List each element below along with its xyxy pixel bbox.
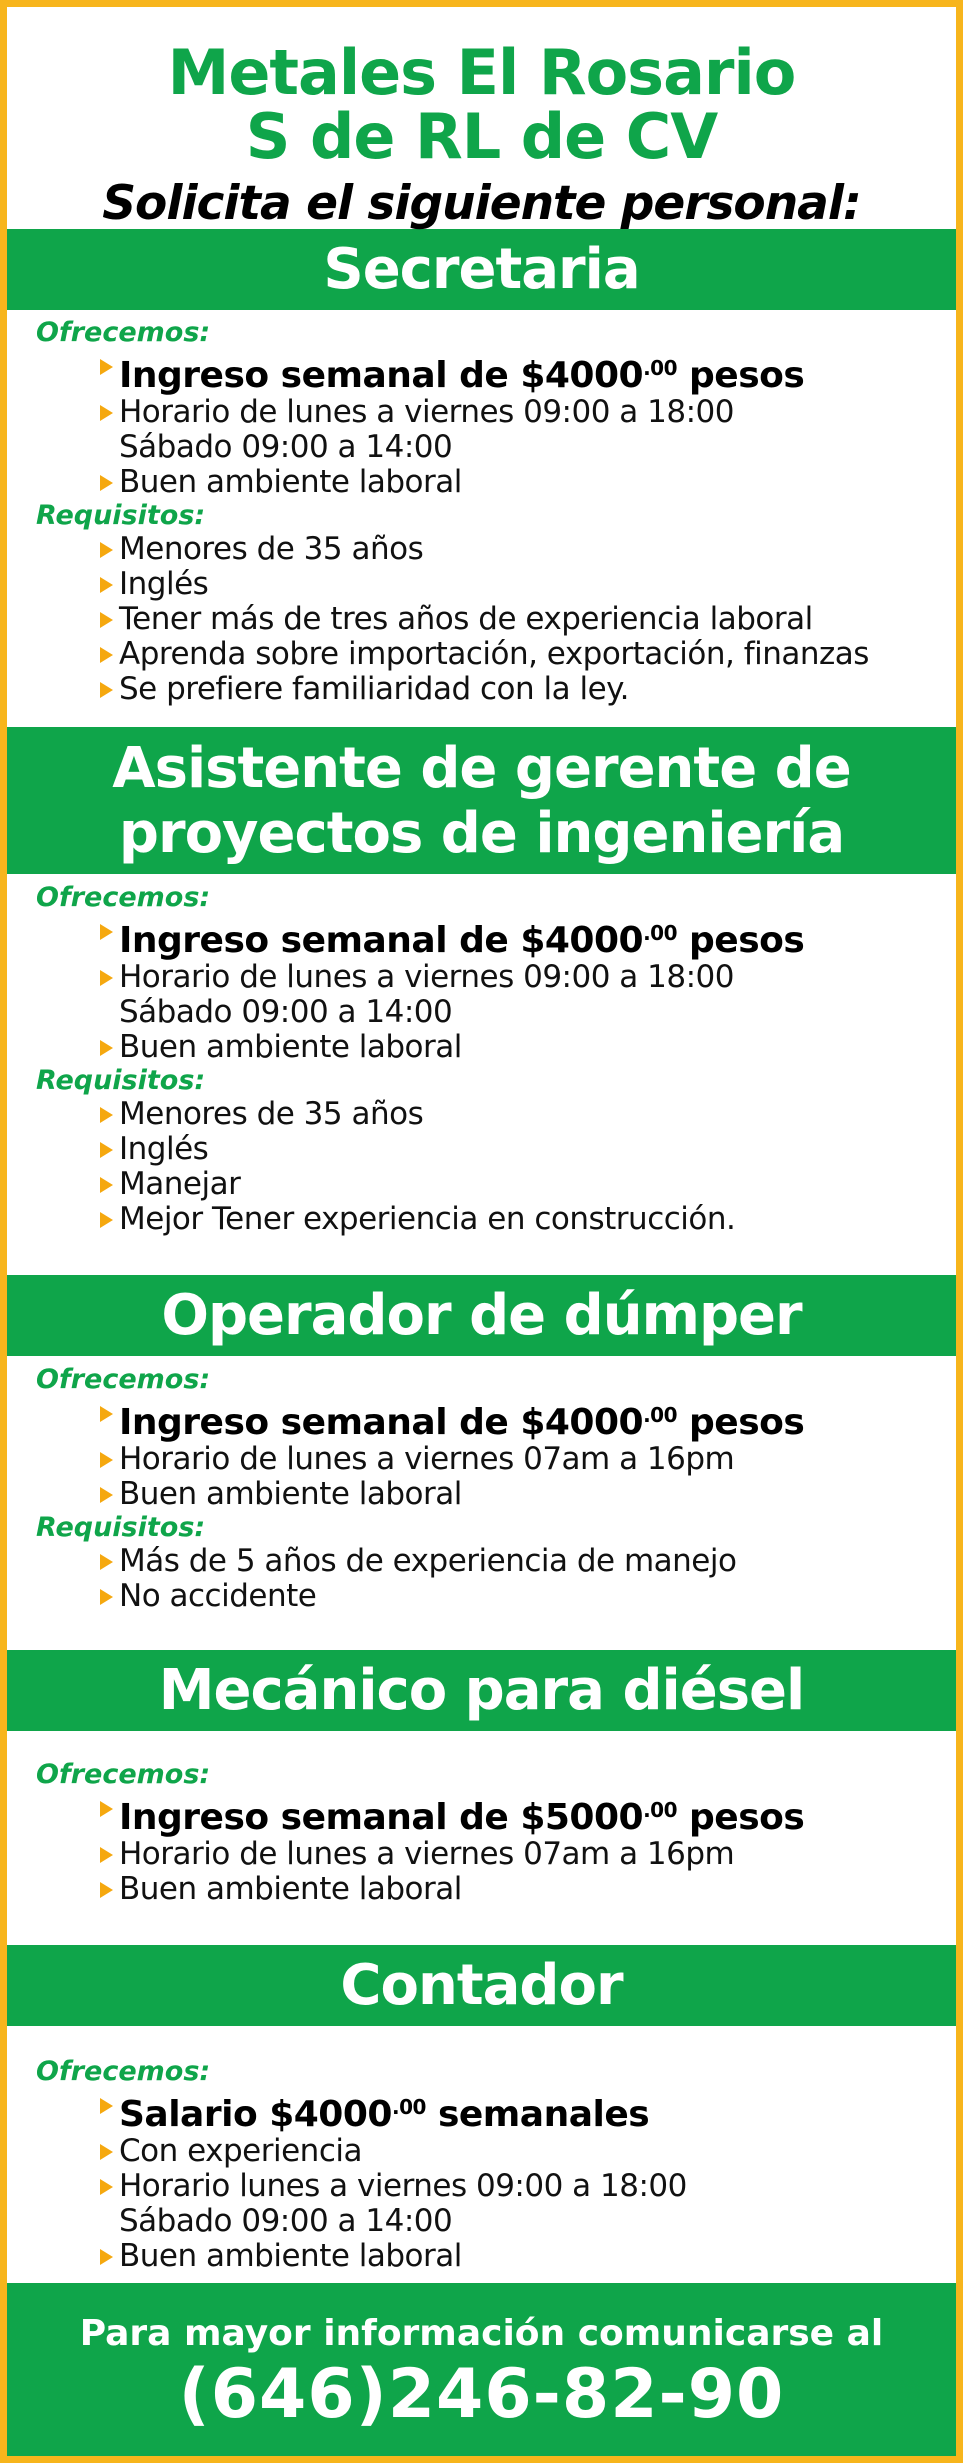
requirement-item: [7, 567, 956, 602]
requirement-text: Mejor Tener experiencia en construcción.: [119, 1201, 736, 1237]
triangle-right-icon: [100, 1212, 113, 1228]
offer-item: [7, 1872, 956, 1907]
offer-text: Sábado 09:00 a 14:00: [119, 994, 453, 1030]
triangle-right-icon: [100, 1554, 113, 1570]
triangle-right-icon: [100, 1589, 113, 1605]
offer-item: [7, 995, 956, 1030]
job-title-band: Mecánico para diésel: [7, 1650, 956, 1731]
salary-cents: .00: [643, 1403, 677, 1427]
offer-item: [7, 960, 956, 995]
job-details: [7, 310, 956, 727]
offer-item: [7, 430, 956, 465]
triangle-right-icon: [100, 1107, 113, 1123]
triangle-right-icon: [100, 475, 113, 491]
salary-cents: .00: [391, 2095, 426, 2119]
requirement-item: [7, 602, 956, 637]
job-details: [7, 1356, 956, 1650]
offer-label: Ofrecemos:: [36, 1364, 211, 1395]
salary-cents: .00: [643, 921, 677, 945]
offer-text: Buen ambiente laboral: [119, 1476, 462, 1512]
triangle-right-icon: [100, 2098, 113, 2114]
offer-item: [7, 2169, 956, 2204]
offer-text: Horario lunes a viernes 09:00 a 18:00: [119, 2168, 687, 2204]
salary-item: [7, 349, 956, 395]
salary-item: [7, 2088, 956, 2134]
requirement-item: [7, 1167, 956, 1202]
offer-item: [7, 395, 956, 430]
triangle-right-icon: [100, 577, 113, 593]
offer-text: Con experiencia: [119, 2133, 362, 2169]
requirement-item: [7, 1579, 956, 1614]
offer-text: Sábado 09:00 a 14:00: [119, 429, 453, 465]
triangle-right-icon: [100, 405, 113, 421]
triangle-right-icon: [100, 1452, 113, 1468]
job-list: [7, 229, 956, 2274]
job-title-band: Secretaria: [7, 229, 956, 310]
triangle-right-icon: [100, 2179, 113, 2195]
salary-amount: Ingreso semanal de $5000: [119, 1797, 644, 1838]
offer-text: Sábado 09:00 a 14:00: [119, 2203, 453, 2239]
triangle-right-icon: [100, 1142, 113, 1158]
poster-subtitle: Solicita el siguiente personal:: [102, 176, 861, 231]
offer-item: [7, 1477, 956, 1512]
salary-cents: .00: [643, 1798, 677, 1822]
salary-unit: pesos: [677, 1402, 805, 1443]
requirement-text: Inglés: [119, 566, 209, 602]
requirement-item: [7, 1132, 956, 1167]
triangle-right-icon: [100, 1847, 113, 1863]
requirement-item: [7, 672, 956, 707]
requirement-text: No accidente: [119, 1578, 317, 1614]
salary-amount: Ingreso semanal de $4000: [119, 1402, 644, 1443]
triangle-right-icon: [100, 924, 113, 940]
offer-label: Ofrecemos:: [36, 2056, 211, 2087]
offer-item: [7, 2134, 956, 2169]
salary-amount: Salario $4000: [119, 2094, 392, 2135]
contact-info: Para mayor información comunicarse al: [79, 2313, 884, 2354]
contact-phone: (646)246-82-90: [178, 2355, 785, 2434]
offer-text: Buen ambiente laboral: [119, 1871, 462, 1907]
triangle-right-icon: [100, 1040, 113, 1056]
offer-label: Ofrecemos:: [36, 882, 211, 913]
salary-unit: pesos: [677, 1797, 805, 1838]
contact-footer: [7, 2283, 956, 2456]
offer-text: Horario de lunes a viernes 09:00 a 18:00: [119, 394, 734, 430]
requirement-item: [7, 1544, 956, 1579]
requirements-label: Requisitos:: [36, 500, 206, 531]
job-details: [7, 874, 956, 1275]
requirement-item: [7, 1202, 956, 1237]
offer-text: Horario de lunes a viernes 07am a 16pm: [119, 1836, 735, 1872]
triangle-right-icon: [100, 1406, 113, 1422]
triangle-right-icon: [100, 1882, 113, 1898]
offer-text: Buen ambiente laboral: [119, 464, 462, 500]
offer-label: Ofrecemos:: [36, 317, 211, 348]
job-title-band: Contador: [7, 1945, 956, 2026]
salary-item: [7, 1791, 956, 1837]
salary-cents: .00: [643, 356, 677, 380]
triangle-right-icon: [100, 682, 113, 698]
triangle-right-icon: [100, 1801, 113, 1817]
job-title-band: Operador de dúmper: [7, 1275, 956, 1356]
salary-unit: semanales: [425, 2094, 650, 2135]
offer-text: Horario de lunes a viernes 09:00 a 18:00: [119, 959, 734, 995]
triangle-right-icon: [100, 2144, 113, 2160]
requirement-text: Más de 5 años de experiencia de manejo: [119, 1543, 737, 1579]
triangle-right-icon: [100, 612, 113, 628]
requirement-item: [7, 532, 956, 567]
salary-amount: Ingreso semanal de $4000: [119, 355, 644, 396]
requirement-text: Manejar: [119, 1166, 241, 1202]
salary-unit: pesos: [677, 355, 805, 396]
job-title-band: Asistente de gerente de proyectos de ingeniería: [7, 727, 956, 874]
triangle-right-icon: [100, 1487, 113, 1503]
triangle-right-icon: [100, 647, 113, 663]
offer-text: Horario de lunes a viernes 07am a 16pm: [119, 1441, 735, 1477]
requirements-label: Requisitos:: [36, 1512, 206, 1543]
salary-item: [7, 1396, 956, 1442]
triangle-right-icon: [100, 970, 113, 986]
job-details: [7, 1731, 956, 1945]
requirement-item: [7, 637, 956, 672]
requirement-text: Menores de 35 años: [119, 531, 424, 567]
triangle-right-icon: [100, 359, 113, 375]
requirement-text: Aprenda sobre importación, exportación, finanzas: [119, 636, 869, 672]
offer-text: Buen ambiente laboral: [119, 2238, 462, 2274]
offer-item: [7, 1442, 956, 1477]
poster-header: [7, 7, 956, 229]
triangle-right-icon: [100, 2249, 113, 2265]
offer-item: [7, 1837, 956, 1872]
salary-item: [7, 914, 956, 960]
requirement-text: Inglés: [119, 1131, 209, 1167]
offer-item: [7, 2239, 956, 2274]
triangle-right-icon: [100, 542, 113, 558]
requirement-text: Se prefiere familiaridad con la ley.: [119, 671, 629, 707]
offer-label: Ofrecemos:: [36, 1759, 211, 1790]
offer-item: [7, 465, 956, 500]
job-details: [7, 2026, 956, 2274]
offer-text: Buen ambiente laboral: [119, 1029, 462, 1065]
triangle-right-icon: [100, 1177, 113, 1193]
company-name: Metales El Rosario S de RL de CV: [167, 36, 796, 173]
offer-item: [7, 1030, 956, 1065]
offer-item: [7, 2204, 956, 2239]
requirement-text: Menores de 35 años: [119, 1096, 424, 1132]
requirements-label: Requisitos:: [36, 1065, 206, 1096]
salary-amount: Ingreso semanal de $4000: [119, 920, 644, 961]
salary-unit: pesos: [677, 920, 805, 961]
requirement-item: [7, 1097, 956, 1132]
requirement-text: Tener más de tres años de experiencia laboral: [119, 601, 813, 637]
